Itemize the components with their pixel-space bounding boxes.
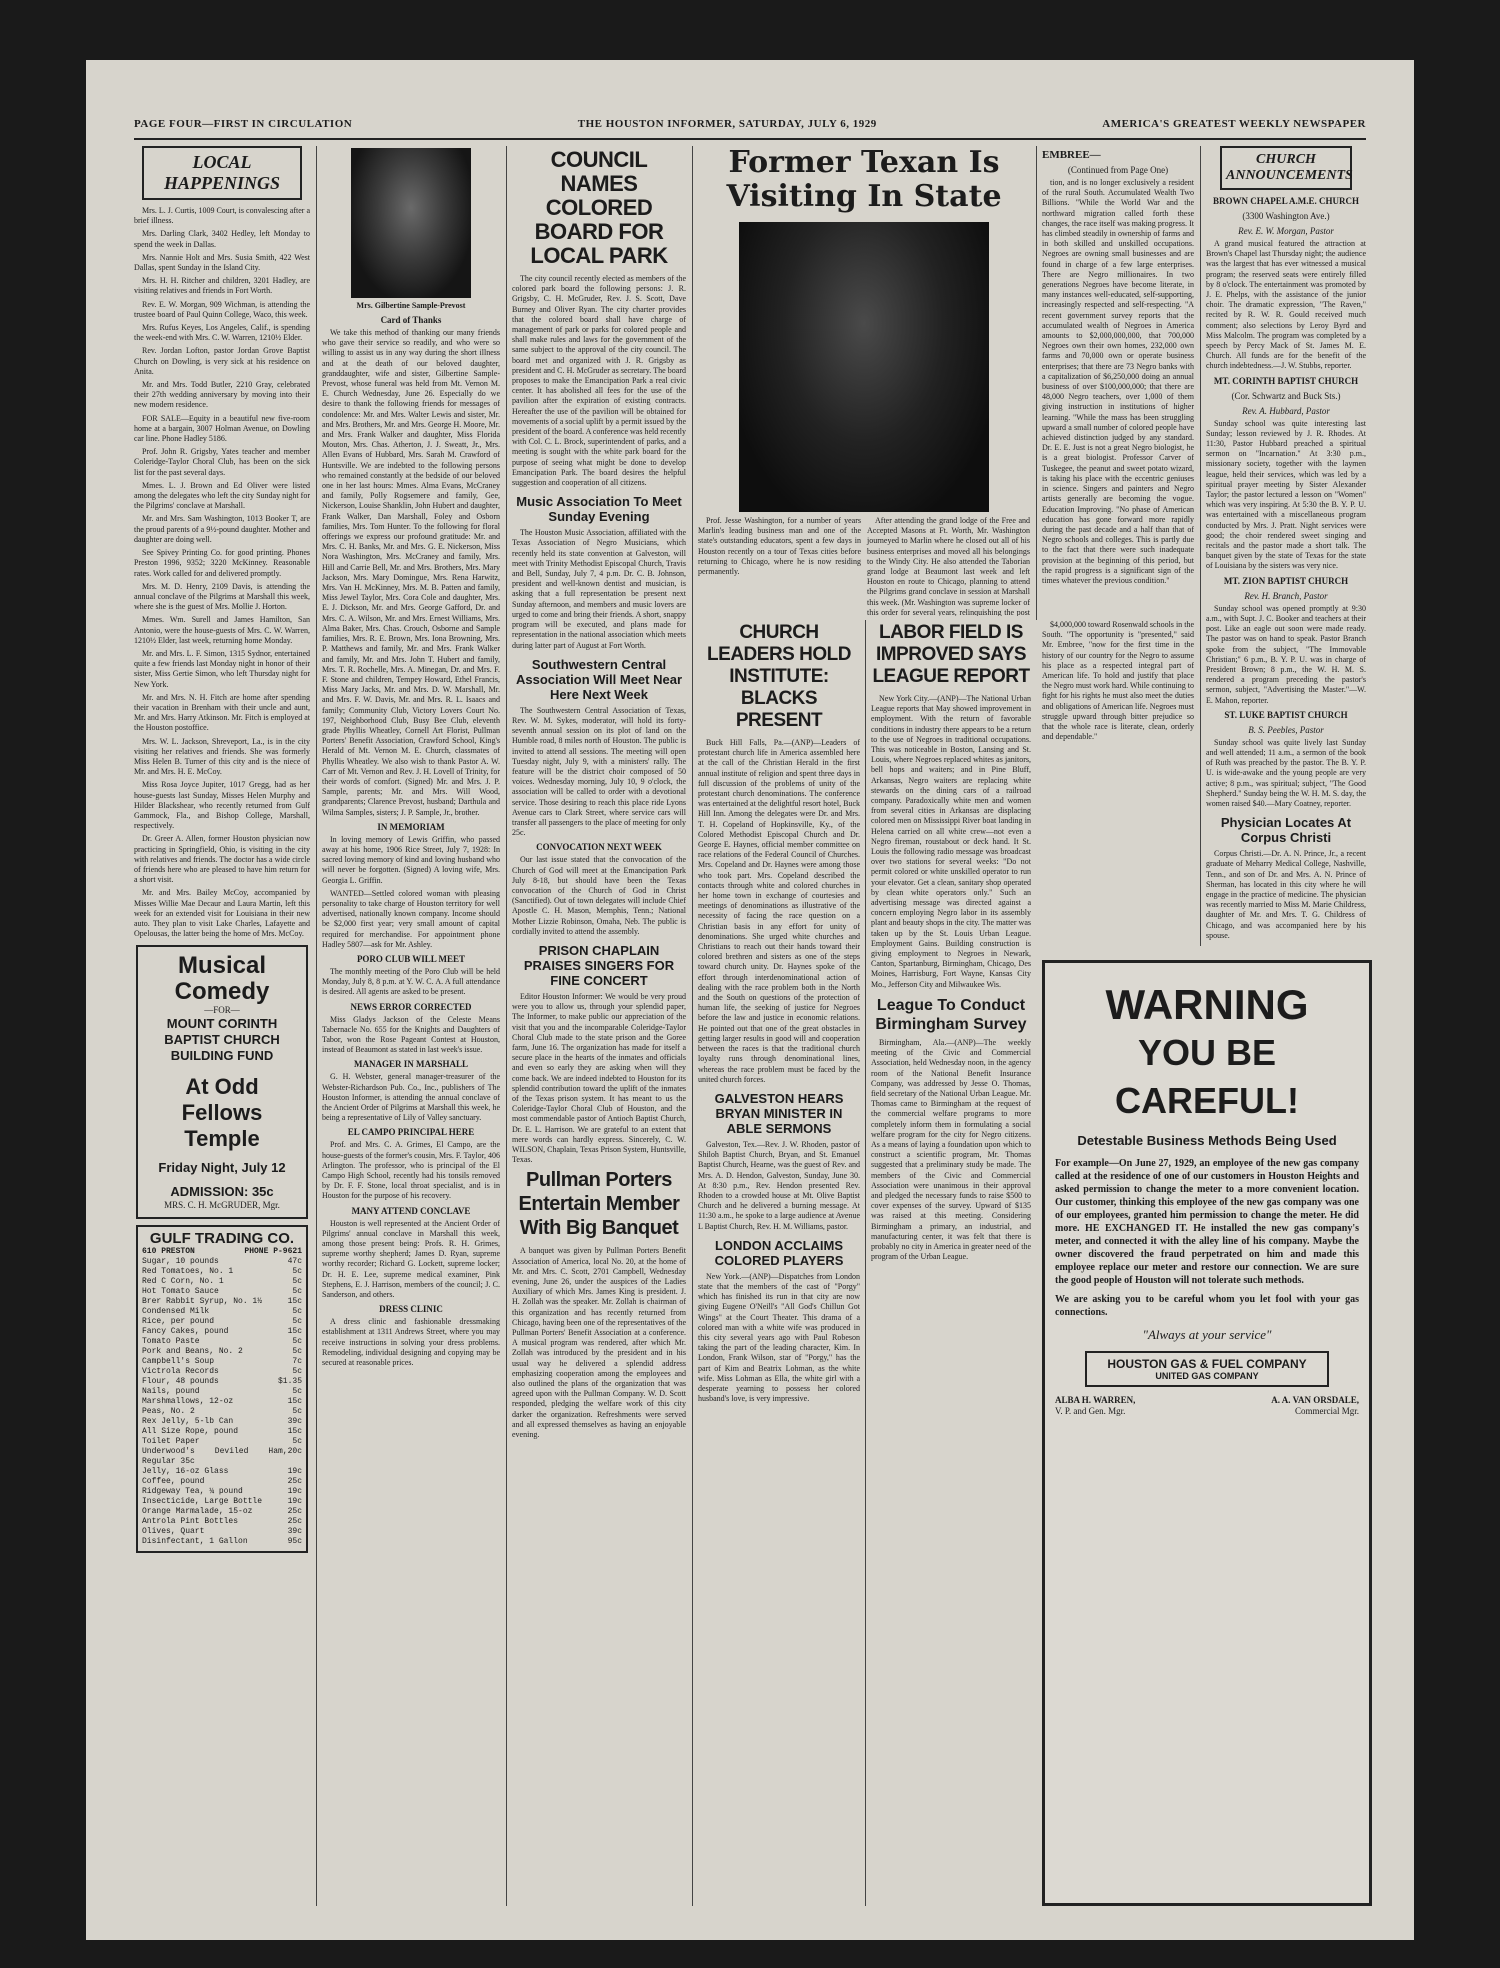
- price-item: Condensed Milk: [142, 1307, 210, 1317]
- gulf-address: 610 PRESTON: [142, 1247, 195, 1257]
- price-item: Red C Corn, No. 1: [142, 1277, 224, 1287]
- ad-date: Friday Night, July 12: [158, 1160, 286, 1176]
- gulf-price-list: [142, 1257, 302, 1547]
- gulf-title: GULF TRADING CO.: [149, 1230, 295, 1248]
- galveston-headline: GALVESTON HEARS BRYAN MINISTER IN ABLE SERMONS: [714, 1090, 844, 1136]
- pullman-headline: Pullman Porters Entertain Member With Big Banquet: [518, 1169, 680, 1240]
- washington-text: After attending the grand lodge of the Free and Accepted Masons at Ft. Worth, Mr. Washington journeyed to Marlin where he closed out all of his business enterprises and moved all his belongings to the Windy City. He also attended the Taborian grand lodge at Beaumont last week and left Houston en route to Chicago, planning to attend the Pilgrims grand conclave in session at Marshall this week. (Mr. Washington was supreme locker of this order for several years, relinquishing the post: [867, 516, 1030, 616]
- price-row: [142, 1447, 302, 1467]
- price-row: [142, 1307, 302, 1317]
- local-happenings-banner: LOCAL HAPPENINGS: [142, 146, 302, 200]
- local-item: Mmes. Wm. Surell and James Hamilton, San Antonio, were the house-guests of Mrs. C. W. Warren, 1210½ Elder, last week, returning home Monday.: [134, 615, 310, 645]
- price-item: Pork and Beans, No. 2: [142, 1347, 243, 1357]
- price-item: Orange Marmalade, 15-oz: [142, 1507, 253, 1517]
- price-value: 25c: [287, 1477, 302, 1487]
- column-church-leaders: [698, 620, 860, 1906]
- price-item: Insecticide, Large Bottle: [142, 1497, 263, 1507]
- price-item: Coffee, pound: [142, 1477, 205, 1487]
- prison-headline: PRISON CHAPLAIN PRAISES SINGERS FOR FINE CONCERT: [523, 942, 675, 988]
- price-value: 15c: [287, 1427, 302, 1437]
- ad-beneficiary: MOUNT CORINTH BAPTIST CHURCH BUILDING FUND: [164, 1016, 280, 1064]
- local-item: Mrs. Darling Clark, 3402 Hedley, left Monday to spend the week in Dallas.: [134, 229, 310, 249]
- price-value: 5c: [292, 1407, 302, 1417]
- manager-text: G. H. Webster, general manager-treasurer of the Webster-Richardson Pub. Co., Inc., publishers of The Houston Informer, is attending the annual conclave of the Ancient Order of Pilgrims at Marshall this week, he being a representative of Lily of Valley sanctuary.: [322, 1072, 500, 1123]
- labor-headline: LABOR FIELD IS IMPROVED SAYS LEAGUE REPORT: [872, 622, 1030, 687]
- elcampo-text: Prof. and Mrs. C. A. Grimes, El Campo, are the house-guests of the former's cousin, Mrs. F. Taylor, 406 Arlington. The professor, who is principal of the El Campo High School, recently had his tonsils removed by Dr. F. F. Stone, local throat specialist, and is in Houston for the purpose of his recovery.: [322, 1140, 500, 1201]
- music-text: The Houston Music Association, affiliated with the Texas Association of Negro Musicians, which recently held its state convention at Galveston, will meet with Trinity Methodist Episcopal Church, Travis and Bell, Sunday, July 7, 4 p.m. Dr. C. B. Johnson, president and well-known dentist and musician, is asking that a full representation be present next Sunday afternoon, and members and music lovers are urged to come and bring their friends. A short, snappy program will be executed, and plans made for representation in the national association which meets during latter part of August at Fort Worth.: [512, 528, 686, 650]
- memoriam-heading: IN MEMORIAM: [377, 821, 445, 832]
- poro-text: The monthly meeting of the Poro Club will be held Monday, July 8, 8 p.m. at Y. W. C. A. A full attendance is desired. All agents are asked to be present.: [322, 966, 500, 997]
- price-row: [142, 1277, 302, 1287]
- price-item: Marshmallows, 12-oz: [142, 1397, 234, 1407]
- local-item: Mmes. L. J. Brown and Ed Oliver were listed among the delegates who left the city Sunday night for the Pilgrims' conclave at Marshall.: [134, 480, 310, 511]
- price-item: Ridgeway Tea, ¼ pound: [142, 1487, 243, 1497]
- price-item: All Size Rope, pound: [142, 1427, 239, 1437]
- corinth-heading: MT. CORINTH BAPTIST CHURCH: [1213, 375, 1359, 386]
- price-row: [142, 1407, 302, 1417]
- price-row: [142, 1497, 302, 1507]
- ad-manager: MRS. C. H. McGRUDER, Mgr.: [164, 1200, 280, 1211]
- column-rule: [865, 620, 866, 1906]
- masthead: [134, 118, 1366, 134]
- warning-subtitle: Detestable Business Methods Being Used: [1077, 1133, 1337, 1148]
- price-item: Disinfectant, 1 Gallon: [142, 1537, 248, 1547]
- price-value: 5c: [292, 1437, 302, 1447]
- local-item: Mrs. Nannie Holt and Mrs. Susia Smith, 422 West Dallas, spent Sunday in the Island City.: [134, 252, 310, 273]
- column-card-of-thanks: [322, 146, 500, 1906]
- logo-line-1: HOUSTON GAS & FUEL COMPANY: [1107, 1357, 1307, 1371]
- local-item: Mr. and Mrs. Bailey McCoy, accompanied by Misses Willie Mae Decaur and Laura Martin, left this week for an extended visit for Louisiana in their new auto. They plan to visit Lake Charles, Lafayette and Opelousas, the latter being the home of Mrs. McCoy.: [134, 888, 310, 939]
- corinth-address: (Cor. Schwartz and Buck Sts.): [1231, 390, 1341, 401]
- local-item: Mrs. M. D. Henry, 2109 Davis, is attending the annual conclave of the Pilgrims at Marshall this week, where she is the guest of Mrs. Mollie J. Horton.: [134, 581, 310, 612]
- price-row: [142, 1377, 302, 1387]
- card-text: We take this method of thanking our many friends who gave their service so readily, and who were so willing to assist us in any way during the short illness and at the death of our beloved daughter, granddaughter, wife and sister, Gilbertine Sample-Prevost, whose funeral was held from Mt. Vernon M. E. Church Wednesday, June 26. Especially do we desire to thank the following friends for messages of condolence: Mr. and Mrs. Walter Lewis and sister, Mr. and Mrs. Brothers, Mr. and Mrs. George H. Moore, Mr. and Mrs. Frank Walker and daughter, Miss Florida Mouton, Mrs. Chas. Atherton, J. J. Sweatt, Jr., Mrs. Allen Evans of Hubbard, Mrs. Sarah M. Crawford of Huntsville. We are indebted to the following persons who remained constantly at the bedside of our beloved one in her last hours: Mmes. Alma Evans, McCraney and family, Polly Rogsemere and family, Gee, Nickerson, Louise Shanklin, John Hubert and daughter, Frank Walker, Dan Marshall, Foley and Osborn families, Mrs. Tom Hunter. To the following for floral offerings we express our profound gratitude: Mr. and Mrs. C. H. Banks, Mr. and Mrs. G. E. Nickerson, Miss Nora Washington, Mrs. McCraney and family, Mrs. Hill and Carrie Bell, Mr. and Mrs. Brothers, Mrs. Mary Jackson, Mrs. Mary Domingue, Mrs. Rena Harwitz, Mrs. Van H. McKinney, Mrs. M. B. Patten and family, Miss Jewel Taylor, Mrs. Cora Cole and daughter, Mrs. E. J. Dickson, Mr. and Mrs. George Gafford, Dr. and Mrs. C. A. Wilson, Mr. and Mrs. Ernest Williams, Mrs. Alma Baker, Mrs. Chas. Crouch, Osborne and Sample families, Mrs. R. E. Brown, Mrs. Iona Browning, Mrs. P. Matthews and family, Mr. and Mrs. Frank Walker and family, Mr. and Mrs. John T. Hubert and family, Mrs. T. R. Rochelle, Mrs. A. Minegan, Dr. and Mrs. F. F. Stone and children, Tempey Howard, Ethel Francis, Miss Mary Jacks, Mr. and Mrs. D. W. Marshall, Mr. and Mrs. F. W. Davis, Mr. and Mrs. R. L. Isaacs and family; Community Club, Victory Lovers Court No. 197, Neighborhood Club, Busy Bee Club, eleventh grade Phyllis Wheatley, Cornell Art Florist, Pullman Porters' Benefit Association, Crawford School, King's Herald of Mt. Vernon M. E. Church, classmates of Phyllis Wheatley. We also wish to thank Pastor A. W. Carr of Mt. Vernon and Rev. J. H. Lovell of Trinity, for their words of comfort. (Signed) Mr. and Mrs. J. P. Sample, parents; Mr. and Mrs. Will Wood, grandparents; Clarence Prevost, husband; Darthula and Wilma Samples, sisters; J. P. Sample, Jr., brother.: [322, 328, 500, 817]
- price-value: 15c: [287, 1297, 302, 1307]
- price-value: 7c: [292, 1357, 302, 1367]
- price-item: Sugar, 10 pounds: [142, 1257, 219, 1267]
- price-item: Hot Tomato Sauce: [142, 1287, 219, 1297]
- price-row: [142, 1257, 302, 1267]
- price-item: Fancy Cakes, pound: [142, 1327, 229, 1337]
- church-leaders-text: Buck Hill Falls, Pa.—(ANP)—Leaders of protestant church life in America assembled here at the call of the Christian Herald in the first annual institute of religion and spent three days in full discussion of the problems of unity of the protestant church denominations. The conference was entertained at the delightful resort hotel, Buck Hill Inn. Among the delegates were Dr. and Mrs. T. H. Copeland of Hopkinsville, Ky., of the Colored Methodist Episcopal Church and Dr. George E. Haynes, official member committee on race relations of the Federal Council of Churches. Mrs. Copeland and Dr. Haynes were among those who took part. Mrs. Copeland described the contacts through white and colored churches in her home town in exchange of courtesies and meetings of denominations as illustrative of the necessity of facing the race question on a Christian basis in any effort for unity of denominations. She urged white churches and Christians to reach out their hands toward their colored brethren and sisters as one of the steps toward church unity. Dr. Haynes spoke of the effort through interdenominational action of dealing with the race problem both in the North and the South on questions of the protection of human life, the seeking of justice for Negroes before the law and justice in economic relations. He pointed out that one of the great obstacles in getting larger results in good will and cooperation between the races is that the traditional church loyalty runs through denominational lines, whereas the race problem must be faced by the united church forces.: [698, 738, 860, 1084]
- price-item: Brer Rabbit Syrup, No. 1½: [142, 1297, 263, 1307]
- southwestern-text: The Southwestern Central Association of Texas, Rev. W. M. Sykes, moderator, will hold its forty-seventh annual session on its plot of land on the Humble road, 8 miles north of Houston. The public is invited to attend all sessions. The meeting will open Tuesday night, July 9, with a ministers' rally. The feature will be the district choir composed of 50 voices. Wednesday morning, July 10, 9 o'clock, the association will be called to order with a devotional service. Those desiring to reach this place ride Lyons Avenue cars to Clark Street, where service cars will transfer all passengers to the place of meeting for only 25c.: [512, 705, 686, 838]
- local-item: Miss Rosa Joyce Jupiter, 1017 Gregg, had as her house-guests last Sunday, Misses Helen Murphy and Hilder Blackshear, who recently returned from Gulf Gammock, Fla., and Bishop College, Marshall, respectively.: [134, 780, 310, 831]
- price-item: Red Tomatoes, No. 1: [142, 1267, 234, 1277]
- price-value: 25c: [287, 1517, 302, 1527]
- price-item: Olives, Quart: [142, 1527, 205, 1537]
- price-item: Peas, No. 2: [142, 1407, 195, 1417]
- price-item: Nails, pound: [142, 1387, 200, 1397]
- music-headline: Music Association To Meet Sunday Evening: [516, 494, 682, 525]
- warning-slogan: "Always at your service": [1142, 1327, 1272, 1342]
- former-texan-story: [698, 146, 1030, 616]
- warning-body-2: We are asking you to be careful whom you let fool with your gas connections.: [1055, 1294, 1359, 1318]
- convocation-heading: CONVOCATION NEXT WEEK: [536, 842, 662, 853]
- price-value: 5c: [292, 1317, 302, 1327]
- price-row: [142, 1537, 302, 1547]
- signature-right: [1271, 1395, 1359, 1417]
- local-item: Mrs. W. L. Jackson, Shreveport, La., is in the city visiting her relatives and friends. She was formerly Miss Helen B. Turner of this city and is the niece of Mr. and Mrs. H. E. McCoy.: [134, 736, 310, 777]
- rosenwald-text: $4,000,000 toward Rosenwald schools in the South. "The opportunity is "presented," said Mr. Embree, "now for the first time in the history of our country for the Negro to assume his place as a respected integral part of American life. To hold and justify that place the Negro must work hard. While continuing to fight for his rights he must also meet the duties and obligations of American life. Negroes must struggle upward through bitter prejudice so that the whole race is literate, clean, orderly and dependable.": [1042, 620, 1194, 742]
- poro-heading: PORO CLUB WILL MEET: [356, 953, 466, 964]
- birmingham-headline: League To Conduct Birmingham Survey: [875, 996, 1027, 1033]
- wanted-text: WANTED—Settled colored woman with pleasing personality to take charge of Houston territory for well advertised, nationally known company. Income should be $2,000 first year; very small amount of capital required for merchandise. For appointment phone Hadley 5807—ask for Mr. Ashley.: [322, 888, 500, 949]
- masthead-right: AMERICA'S GREATEST WEEKLY NEWSPAPER: [1102, 118, 1366, 130]
- price-value: 25c: [287, 1507, 302, 1517]
- price-row: [142, 1417, 302, 1427]
- corinth-pastor: Rev. A. Hubbard, Pastor: [1242, 405, 1330, 416]
- memoriam-text: In loving memory of Lewis Griffin, who passed away at his home, 1906 Rice Street, July 7, 1928: In sacred loving memory of kind and loving husband who will never be forgotten. (Signed) A loving wife, Mrs. Georgia L. Griffin.: [322, 834, 500, 885]
- local-item: Dr. Greer A. Allen, former Houston physician now practicing in Springfield, Ohio, is visiting in the city with relatives and friends. The doctor has a wide circle of friends here who are pleased to have him return for a short visit.: [134, 834, 310, 885]
- zion-text: Sunday school was opened promptly at 9:30 a.m., with Supt. J. C. Booker and teachers at their post. Like an eagle out soon were made ready. The pastor was on hand to speak. Pastor Branch spoke from the subject, "The Immovable Christian;" 6 p.m., B. Y. P. U. was in charge of President Brown; 8 p.m., the W. H. M. S. rendered a program preceding the pastor's sermon, subject, "Advertising the Master."—W. E. Mahon, reporter.: [1206, 603, 1366, 705]
- former-texan-headline: Former Texan Is Visiting In State: [726, 146, 1002, 214]
- column-rule: [692, 146, 693, 1906]
- council-text: The city council recently elected as members of the colored park board the following persons: J. R. Grigsby, C. H. McGruder, Rev. J. S. Scott, Dave Burney and Oliver Ryan. The city charter provides that the colored board shall have charge of management of park or parks for colored people and shall make rules and laws for the government of the same subject to the approval of the city council. The board met and organized with J. R. Grigsby as president and C. H. McGruder as secretary. The board proposes to make the Emancipation Park a real civic center. It has abolished all fees for the use of the pavilion after the expiration of existing contracts. Hereafter the use of the pavilion will be obtained for movements of a social uplift by a permit issued by the president of the board. A conference was held recently with Col. C. L. Brock, superintendent of parks, and a meeting is sought with the white park board for the purpose of seeing what might be done to develop Emancipation Park. The board desires the helpful suggestion and cooperation of all citizens.: [512, 274, 686, 488]
- council-headline: COUNCIL NAMES COLORED BOARD FOR LOCAL PARK: [530, 147, 668, 268]
- ad-admission: ADMISSION: 35c: [170, 1184, 274, 1200]
- local-item: Mrs. Rufus Keyes, Los Angeles, Calif., is spending the week-end with Mrs. C. W. Warren, 1210½ Elder.: [134, 323, 310, 343]
- church-leaders-headline: CHURCH LEADERS HOLD INSTITUTE: BLACKS PRESENT: [707, 622, 851, 731]
- london-text: New York.—(ANP)—Dispatches from London state that the members of the cast of "Porgy" which has finished its run in that city are now giving Eugene O'Neill's "All God's Chillun Got Wings" at the Court Theater. This drama of a colored man with a white wife was produced in this city several years ago with Paul Robeson taking the part of the leading character, Kim. In London, Frank Wilson, star of "Porgy," has the part of Kim and Beatrix Lohman, as the white wife. Miss Lohman as Ella, the white girl with a desperate yearning to possess her colored husband's love, is very impressive.: [698, 1271, 860, 1404]
- price-value: 5c: [292, 1337, 302, 1347]
- local-item: Rev. E. W. Morgan, 909 Wichman, is attending the trustee board of Paul Quinn College, Waco, this week.: [134, 299, 310, 319]
- price-row: [142, 1347, 302, 1357]
- price-item: Rex Jelly, 5-lb Can: [142, 1417, 234, 1427]
- price-item: Antrola Pint Bottles: [142, 1517, 239, 1527]
- newspaper-page: [86, 60, 1414, 1940]
- price-value: 20c: [287, 1447, 302, 1457]
- price-row: [142, 1517, 302, 1527]
- photo-caption: Mrs. Gilbertine Sample-Prevost: [356, 301, 466, 310]
- error-text: Miss Gladys Jackson of the Celeste Means Tabernacle No. 655 for the Knights and Daughters of Tabor, won the Rose Pageant Contest at Houston, instead of Beaumont as stated in last week's issue.: [322, 1014, 500, 1055]
- brown-heading: BROWN CHAPEL A.M.E. CHURCH: [1212, 196, 1359, 206]
- price-row: [142, 1327, 302, 1337]
- price-item: Tomato Paste: [142, 1337, 200, 1347]
- price-row: [142, 1337, 302, 1347]
- column-labor: [871, 620, 1031, 1906]
- price-value: $1.35: [277, 1377, 302, 1387]
- price-value: 19c: [287, 1467, 302, 1477]
- column-rule: [1036, 146, 1037, 620]
- local-item: Rev. Jordan Lofton, pastor Jordan Grove Baptist Church on Dowling, is very sick at his residence on Anita.: [134, 346, 310, 376]
- ad-title: Musical Comedy: [174, 952, 270, 1006]
- price-row: [142, 1287, 302, 1297]
- local-item: Mr. and Mrs. Sam Washington, 1013 Booker T, are the proud parents of a 9½-pound daughter. Mother and daughter are doing well.: [134, 514, 310, 544]
- price-row: [142, 1267, 302, 1277]
- washington-caption: Prof. Jesse Washington, for a number of years Marlin's leading business man and one of the state's outstanding educators, spent a few days in Houston recently on a tour of Texas cities before returning to Chicago, where he is now residing permanently.: [698, 516, 861, 577]
- gulf-phone: PHONE P-9621: [244, 1247, 302, 1257]
- price-row: [142, 1487, 302, 1497]
- price-row: [142, 1397, 302, 1407]
- column-council: [512, 146, 686, 1906]
- price-row: [142, 1477, 302, 1487]
- prison-text: Editor Houston Informer: We would be very proud were you to allow us, through your splendid paper, The Informer, to make public our appreciation of the visit that you and the incomparable Coleridge-Taylor Choral Club made to the state prison and the Goree farm, June 16. The organization has made for itself a secure place in the hearts of the inmates and officials and even so early they are asking when will they come back. We are indeed indebted to Houston for its splendid contribution toward the uplift of the inmates of the Texas prison system. It has meant to us the Coleridge-Taylor Choral Club of Houston, and the most commendable pastor of Antioch Baptist Church, Dr. E. L. Harrison. We are grateful to an extent that mere words can hardly express. Sincerely, C. W. WILSON, Chaplain, Texas Prison System, Huntsville, Texas.: [512, 991, 686, 1165]
- southwestern-headline: Southwestern Central Association Will Meet Near Here Next Week: [515, 656, 683, 702]
- price-value: 5c: [292, 1287, 302, 1297]
- luke-pastor: B. S. Peebles, Pastor: [1248, 724, 1324, 735]
- price-value: 39c: [287, 1417, 302, 1427]
- price-item: Toilet Paper: [142, 1437, 200, 1447]
- price-value: 5c: [292, 1277, 302, 1287]
- sig-left-title: V. P. and Gen. Mgr.: [1055, 1406, 1126, 1416]
- signature-left: [1055, 1395, 1135, 1417]
- price-value: 5c: [292, 1347, 302, 1357]
- masthead-rule: [134, 138, 1366, 140]
- conclave-text: Houston is well represented at the Ancient Order of Pilgrims' annual conclave in Marshall this week, among those present being: Profs. R. H. Grimes, supreme worthy shepherd; James D. Ryan, supreme worthy recorder; Richard G. Lockett, supreme locker; Dr. H. E. Lee, supreme medical examiner, Pink Stephens, E. J. Harrison, members of the council; J. C. Sanderson, and others.: [322, 1218, 500, 1300]
- price-row: [142, 1357, 302, 1367]
- price-value: 95c: [287, 1537, 302, 1547]
- local-item: Mr. and Mrs. N. H. Fitch are home after spending their vacation in Brenham with their uncle and aunt, Mr. and Mrs. Harry Atkinson. Mr. Fitch is employed at the Houston postoffice.: [134, 692, 310, 733]
- embree-continued: (Continued from Page One): [1067, 165, 1169, 175]
- price-item: Campbell's Soup: [142, 1357, 215, 1367]
- labor-text: New York City.—(ANP)—The National Urban League reports that May showed improvement in employment. With the return of favorable conditions in industry there appears to be a return to the use of Negroes in traditional occupations. This was noticeable in Boston, Lansing and St. Louis, where Negroes replaced whites as janitors, bell hops and waiters; and in Pine Bluff, Arkansas, Negro waiters are replacing white stewards on the dining cars of a railroad company. Paradoxically white men and women from several cities in Arkansas are displacing colored men on Mississippi River boat landing in Helena carried on all white crew—not even a Negro fireman, roustabout or deck hand. It St. Louis the following radio message was broadcast over two stations for several weeks: "Do not permit colored or white unskilled operator to run your elevator. Get a clean, sanitary shop operated by clean white operators only." Such an advertising message was directed against a concern employing Negro labor in its assembly plant and beauty shops in the city. The matter was taken up by the St. Louis Urban League. Employment Gains. Building construction is giving employment to Negroes in Newark, Canton, Spartanburg, Birmingham, Chicago, Des Moines, Harrisburg, Fort Wayne, Kansas City Mo., Jefferson City and Milwaukee Wis.: [871, 694, 1031, 989]
- price-value: 15c: [287, 1327, 302, 1337]
- convocation-text: Our last issue stated that the convocation of the Church of God will meet at the Emancipation Park July 8-18, but should have been the Texas convocation of the Church of God in Christ (Sanctified). Out of town delegates will include Chief Apostle C. H. Mason, Memphis, Tenn.; National Mother Lizzie Robinson, Omaha, Neb. The public is cordially invited to attend the assembly.: [512, 855, 686, 936]
- brown-text: A grand musical featured the attraction at Brown's Chapel last Thursday night; the audience was the largest that has ever witnessed a musical program; the reserved seats were entirely filled by 8 o'clock. The entertainment was promoted by J. E. Phelps, with the assistance of the junior choir. The dramatic expression, "The Raven," recited by R. W. R. Gould received much comment; also selections by Leroy Byrd and Miss Malcolm. The program was completed by a speech by Percy Mack of St. James M. E. Church. All funds are for the benefit of the church indebtedness.—J. W. Stubbs, reporter.: [1206, 239, 1366, 371]
- embree-text: tion, and is no longer exclusively a resident of the rural South. Accumulated Wealth Two Billions. "While the World War and the northward migration called forth these changes, the race itself was making progress. It has climbed steadily in ownership of farms and in both skilled and unskilled occupations. Negroes are owning small businesses and are found in charge of a few large enterprises. There are Negro millionaires. In two generations Negroes have become literate, in many instances well-educated, self-supporting, increasingly respected and self-respecting. "A recent government survey reports that the accumulated wealth of Negroes in America amounts to $2,000,000,000, that 700,000 Negroes own their own homes, 232,000 own farms and 70,000 own or operate business enterprises; that there are 73 Negro banks with a capitalization of $6,250,000 doing an annual business of over $100,000,000; that there are 48,000 Negro teachers, over 1,000 of them giving instruction in institutions of higher learning. "While the mass has been struggling upward a small number of colored people have achieved distinction judged by any standard. Dr. E. E. Just is not a great Negro biologist, he is a great biologist. Professor Carver of Tuskegee, the peanut and sweet potato wizard, is taking his place with the eccentric geniuses in science. Singers and painters and Negro artists generally are becoming the vogue. Education Improving. "No phase of American education has gone forward more rapidly during the past decade and a half than that of Negro schools and colleges. This is partly due to the fact that there were such inadequate provision at the beginning of this period, but the rapid progress is a significant sign of the times whatever the previous condition.": [1042, 178, 1194, 585]
- local-item: Prof. John R. Grigsby, Yates teacher and member Coleridge-Taylor Choral Club, has been on the sick list for the past several days.: [134, 447, 310, 477]
- column-rule: [1200, 146, 1201, 946]
- column-rule: [316, 146, 317, 1906]
- sig-right-name: A. A. VAN ORSDALE,: [1271, 1395, 1359, 1405]
- column-rule: [506, 146, 507, 1906]
- price-value: 19c: [287, 1497, 302, 1507]
- price-item: Rice, per pound: [142, 1317, 215, 1327]
- ad-venue: At Odd Fellows Temple: [181, 1074, 263, 1152]
- sig-left-name: ALBA H. WARREN,: [1055, 1395, 1136, 1405]
- embree-heading: EMBREE—: [1042, 149, 1101, 161]
- price-item: Underwood's Deviled Ham, Regular 35c: [142, 1447, 288, 1467]
- price-value: 5c: [292, 1387, 302, 1397]
- price-row: [142, 1297, 302, 1307]
- price-row: [142, 1367, 302, 1377]
- ad-for: —FOR—: [204, 1005, 240, 1016]
- elcampo-heading: EL CAMPO PRINCIPAL HERE: [347, 1127, 475, 1138]
- gas-company-logo: [1085, 1351, 1329, 1387]
- masthead-center: THE HOUSTON INFORMER, SATURDAY, JULY 6, 1929: [577, 118, 877, 130]
- price-value: 15c: [287, 1397, 302, 1407]
- physician-headline: Physician Locates At Corpus Christi: [1220, 815, 1352, 846]
- luke-text: Sunday school was quite lively last Sunday and well attended; 11 a.m., a sermon of the book of Ruth was preached by the pastor. The B. Y. P. U. is wide-awake and the young people are very active; 8 p.m., was spiritual; subject, "The Good Shepherd." Sunday being the W. H. M. S. day, the women raised $40.—Mary Coatney, reporter.: [1206, 737, 1366, 808]
- london-headline: LONDON ACCLAIMS COLORED PLAYERS: [714, 1237, 844, 1268]
- column-rosenwald: [1042, 620, 1194, 950]
- dress-heading: DRESS CLINIC: [379, 1304, 443, 1315]
- zion-heading: MT. ZION BAPTIST CHURCH: [1223, 575, 1349, 586]
- price-value: 5c: [292, 1367, 302, 1377]
- conclave-heading: MANY ATTEND CONCLAVE: [351, 1205, 471, 1216]
- luke-heading: ST. LUKE BAPTIST CHURCH: [1224, 709, 1348, 720]
- price-row: [142, 1317, 302, 1327]
- washington-photo: [739, 222, 989, 512]
- logo-line-2: UNITED GAS COMPANY: [1155, 1371, 1259, 1381]
- physician-text: Corpus Christi.—Dr. A. N. Prince, Jr., a recent graduate of Meharry Medical College, Nashville, Tenn., and son of Dr. and Mrs. A. N. Prince of Sherman, has located in this city where he will engage in the practice of medicine. The physician was recently married to Miss M. Marie Childress, daughter of Mr. and Mrs. T. G. Childress of Chicago, and was accompanied here by his spouse.: [1206, 849, 1366, 940]
- column-local-happenings: [134, 146, 310, 1906]
- local-item: FOR SALE—Equity in a beautiful new five-room home at a bargain, 3007 Holman Avenue, on Dowling car line. Phone Hadley 5186.: [134, 413, 310, 444]
- price-item: Jelly, 16-oz Glass: [142, 1467, 229, 1477]
- gulf-trading-ad: [136, 1225, 308, 1553]
- column-church-announcements: [1206, 146, 1366, 946]
- price-value: 39c: [287, 1527, 302, 1537]
- gulf-contact: [142, 1247, 302, 1257]
- zion-pastor: Rev. H. Branch, Pastor: [1244, 590, 1328, 601]
- price-value: 19c: [287, 1487, 302, 1497]
- price-row: [142, 1427, 302, 1437]
- price-item: Victrola Records: [142, 1367, 219, 1377]
- church-banner: CHURCH ANNOUNCEMENTS: [1220, 146, 1352, 190]
- corinth-text: Sunday school was quite interesting last Sunday; lesson reviewed by J. R. Rhodes. At 11:30, Pastor Hubbard preached a spiritual sermon on "Incarnation." At 3:30 p.m., missionary society, together with the laymen league, held their services, which was led by a spiritual prayer meeting by Sister Alexander Taylor; the pastor lectured a lesson on "Women" which was very inspiring. At 5:30 the B. Y. P. U. was entertained with a miscellaneous program conducted by Mrs. J. Pratt. Night services were good; the choir rendered sweet singing and recitals and the pastor made a short talk. The banquet given by the state of Texas for the state of Louisiana by the sisters was very nice.: [1206, 418, 1366, 571]
- warning-ad: [1042, 960, 1372, 1906]
- price-row: [142, 1527, 302, 1537]
- price-value: 47c: [287, 1257, 302, 1267]
- local-item: Mr. and Mrs. Todd Butler, 2210 Gray, celebrated their 27th wedding anniversary by moving into their new modern residence.: [134, 380, 310, 410]
- price-row: [142, 1387, 302, 1397]
- warning-body: For example—On June 27, 1929, an employee of the new gas company called at the residence of one of our customers in Houston Heights and asked permission to change the meter to a more convenient location. Our customer, thinking this employee of the new gas company was one of our employees, granted him permission to change the meter. He did more. HE EXCHANGED IT. He installed the new gas company's meter, and connected it with the alley line of his company. Maybe the owner discovered the fraud perpetrated on him and made this employee replace our meter and restore our connection. We are sure the good people of Houston will not tolerate such methods.: [1055, 1158, 1359, 1286]
- price-item: Flour, 48 pounds: [142, 1377, 219, 1387]
- warning-title-2: YOU BE CAREFUL!: [1115, 1032, 1299, 1121]
- price-row: [142, 1467, 302, 1477]
- local-item: Mrs. H. H. Ritcher and children, 3201 Hadley, are visiting relatives and friends in Fort Worth.: [134, 276, 310, 296]
- former-texan-body: [698, 516, 1030, 616]
- sig-right-title: Commercial Mgr.: [1295, 1406, 1359, 1416]
- local-item: Mrs. L. J. Curtis, 1009 Court, is convalescing after a brief illness.: [134, 206, 310, 226]
- local-item: See Spivey Printing Co. for good printing. Phones Preston 1996, 9352; 3220 McKinney. Reasonable rates. Work called for and delivered promptly.: [134, 548, 310, 578]
- brown-address: (3300 Washington Ave.): [1242, 211, 1330, 221]
- birmingham-text: Birmingham, Ala.—(ANP)—The weekly meeting of the Civic and Commercial Association, held Wednesday noon, in the agency room of the National Benefit Insurance Company, was addressed by Jesse O. Thomas, field secretary of the National Urban League. Mr. Thomas came to Birmingham at the request of the commercial welfare programs to more completely inform them in formulating a social welfare program for the city for Negro citizens. As a means of laying a foundation upon which to construct a scientific program, Mr. Thomas suggested that a preliminary study be made. The members of the Civic and Commercial Association were unanimous in their approval and pledged the necessary funds to raise $500 to cover expenses of the survey. Upward of $135 was raised at this meeting. Considering Birmingham a primary, an industrial, and manufacturing center, it was felt that there is probably no city in America in greater need of the program of the Urban League.: [871, 1037, 1031, 1262]
- warning-title: WARNING: [1105, 981, 1309, 1028]
- price-value: 5c: [292, 1267, 302, 1277]
- card-heading: Card of Thanks: [380, 315, 442, 325]
- musical-comedy-ad: [136, 945, 308, 1219]
- masthead-left: PAGE FOUR—FIRST IN CIRCULATION: [134, 118, 353, 130]
- galveston-text: Galveston, Tex.—Rev. J. W. Rhoden, pastor of Shiloh Baptist Church, Bryan, and St. Emanuel Baptist Church, Hearne, was the guest of Rev. and Mrs. A. D. Hendon, Galveston, Sunday, June 30. At 8:30 p.m., Rev. Hendon presented Rev. Rhoden to a crowded house at Mt. Olive Baptist Church and he delivered a burning message. At 11:30 a.m., he spoke to a large audience at Avenue L Baptist Church, Rev. H. M. Williams, pastor.: [698, 1139, 860, 1231]
- brown-pastor: Rev. E. W. Morgan, Pastor: [1238, 226, 1334, 236]
- dress-text: A dress clinic and fashionable dressmaking establishment at 1311 Andrews Street, where you may receive instructions in solving your dress problems. Remodeling, individual designing and copying may be secured at reasonable prices.: [322, 1317, 500, 1368]
- price-row: [142, 1437, 302, 1447]
- portrait-photo: [351, 148, 471, 298]
- price-value: 5c: [292, 1307, 302, 1317]
- local-item: Mr. and Mrs. L. F. Simon, 1315 Sydnor, entertained quite a few friends last Monday night in honor of their sister, Miss Gertie Simon, who left Thursday night for New York.: [134, 648, 310, 689]
- pullman-text: A banquet was given by Pullman Porters Benefit Association of America, local No. 20, at the home of Mr. and Mrs. C. Scott, 2701 Campbell, Wednesday evening, June 26, under the auspices of the Ladies Auxiliary of which Mrs. James King is president. J. H. Zollah was the speaker. Mr. Zollah is chairman of this organization and has recently returned from Chicago, having been one of the representatives of the Pullman Porters' Benefit Association at a conference. A musical program was rendered, after which Mr. Zollah was introduced by the president and in his usual way he delivered a splendid address emphasizing cooperation among the employees and also outlined the plans of the organization that was agreed upon with the Pullman Company. W. D. Scott responded, pledging the welfare work of this city darker the organization. Refreshments were served and all expressed themselves as having an enjoyable evening.: [512, 1246, 686, 1440]
- signatures: [1055, 1395, 1359, 1417]
- manager-heading: MANAGER IN MARSHALL: [353, 1059, 468, 1070]
- local-items: [134, 206, 310, 939]
- price-row: [142, 1507, 302, 1517]
- column-embree: [1042, 146, 1194, 616]
- error-heading: NEWS ERROR CORRECTED: [350, 1001, 472, 1012]
